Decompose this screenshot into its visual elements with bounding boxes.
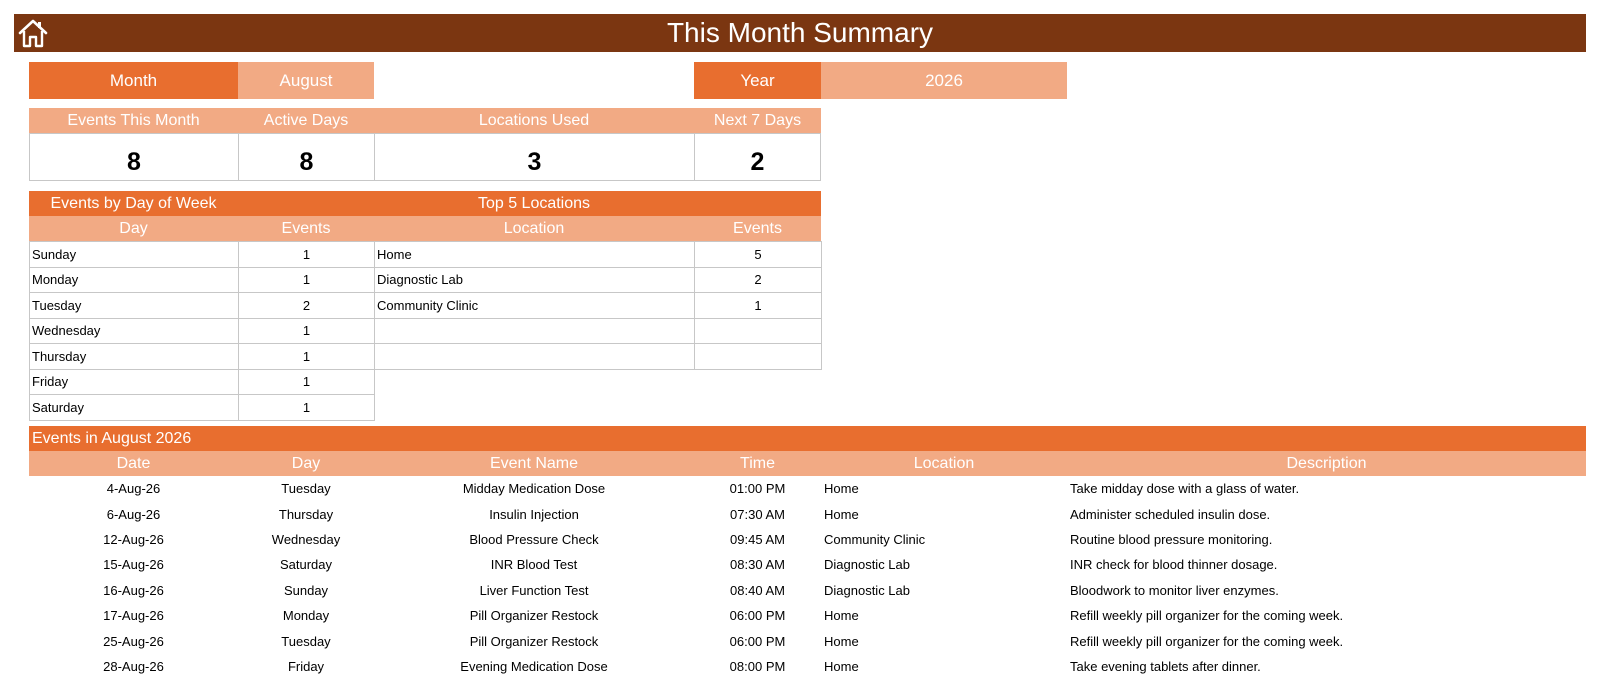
col-header-location-events: Events bbox=[694, 216, 821, 241]
year-label: Year bbox=[694, 62, 821, 99]
table-row bbox=[30, 242, 375, 268]
day-events-cell: 1 bbox=[239, 318, 375, 344]
col-header-date: Date bbox=[29, 451, 238, 476]
col-header-event-name: Event Name bbox=[374, 451, 694, 476]
table-row bbox=[375, 318, 822, 344]
table-row bbox=[29, 501, 1586, 526]
day-events-cell: 1 bbox=[239, 369, 375, 395]
table-row bbox=[375, 293, 822, 319]
col-header-day: Day bbox=[29, 216, 238, 241]
event-time: 09:45 AM bbox=[730, 531, 785, 547]
event-day: Tuesday bbox=[281, 481, 331, 497]
page-title: This Month Summary bbox=[666, 17, 934, 48]
event-time: 06:00 PM bbox=[729, 608, 786, 624]
event-day: Saturday bbox=[279, 557, 333, 573]
event-description: INR check for blood thinner dosage. bbox=[1070, 557, 1278, 573]
event-day: Monday bbox=[282, 608, 330, 624]
event-time: 08:30 AM bbox=[730, 557, 785, 573]
location-events-cell bbox=[695, 344, 822, 370]
event-date: 6-Aug-26 bbox=[106, 506, 161, 522]
event-name: Insulin Injection bbox=[489, 506, 579, 522]
table-row bbox=[29, 628, 1586, 653]
location-cell bbox=[375, 318, 695, 344]
event-day: Sunday bbox=[283, 582, 329, 598]
location-events-cell bbox=[695, 318, 822, 344]
table-row bbox=[30, 293, 375, 319]
events-by-day-title: Events by Day of Week bbox=[50, 195, 217, 212]
event-name: Evening Medication Dose bbox=[460, 658, 608, 674]
event-day: Wednesday bbox=[271, 531, 341, 547]
day-events-cell: 1 bbox=[239, 267, 375, 293]
location-events-cell: 5 bbox=[695, 242, 822, 268]
kpi-active-days-value: 8 bbox=[238, 133, 375, 181]
month-label: Month bbox=[29, 62, 238, 99]
event-name: INR Blood Test bbox=[490, 557, 578, 573]
col-header-time: Time bbox=[694, 451, 821, 476]
location-cell bbox=[375, 344, 695, 370]
table-row bbox=[30, 344, 375, 370]
event-date: 28-Aug-26 bbox=[103, 658, 164, 674]
day-cell: Tuesday bbox=[30, 293, 239, 319]
event-time: 06:00 PM bbox=[729, 633, 786, 649]
table-row bbox=[29, 476, 1586, 501]
event-description: Take evening tablets after dinner. bbox=[1070, 658, 1261, 674]
year-selector[interactable]: 2026 bbox=[821, 62, 1067, 99]
day-events-cell: 1 bbox=[239, 395, 375, 421]
table-row bbox=[29, 552, 1586, 577]
kpi-next-7-days-value: 2 bbox=[694, 133, 821, 181]
kpi-next-7-days-label: Next 7 Days bbox=[694, 108, 821, 133]
col-header-event-day: Day bbox=[238, 451, 374, 476]
title-bar bbox=[14, 14, 1586, 52]
top-locations-table bbox=[374, 241, 822, 370]
table-row bbox=[375, 242, 822, 268]
event-description: Routine blood pressure monitoring. bbox=[1070, 531, 1273, 547]
kpi-events-this-month-value: 8 bbox=[29, 133, 239, 181]
col-header-day-events: Events bbox=[238, 216, 374, 241]
event-name: Blood Pressure Check bbox=[469, 531, 599, 547]
event-name: Pill Organizer Restock bbox=[469, 608, 599, 624]
event-time: 01:00 PM bbox=[729, 481, 786, 497]
kpi-active-days-label: Active Days bbox=[238, 108, 374, 133]
events-by-day-table bbox=[29, 241, 375, 421]
event-location: Home bbox=[824, 506, 859, 522]
event-name: Midday Medication Dose bbox=[462, 481, 606, 497]
events-list-title: Events in August 2026 bbox=[29, 426, 1586, 451]
event-time: 08:40 AM bbox=[730, 582, 785, 598]
location-cell: Home bbox=[375, 242, 695, 268]
table-row bbox=[30, 369, 375, 395]
event-time: 08:00 PM bbox=[729, 658, 786, 674]
table-row bbox=[375, 344, 822, 370]
event-location: Home bbox=[824, 658, 859, 674]
event-name: Liver Function Test bbox=[479, 582, 589, 598]
event-description: Refill weekly pill organizer for the coming week. bbox=[1070, 633, 1344, 649]
day-cell: Monday bbox=[30, 267, 239, 293]
event-date: 16-Aug-26 bbox=[103, 582, 164, 598]
event-date: 4-Aug-26 bbox=[106, 481, 161, 497]
event-location: Community Clinic bbox=[824, 531, 926, 547]
table-row bbox=[29, 603, 1586, 628]
event-description: Administer scheduled insulin dose. bbox=[1070, 506, 1271, 522]
event-name: Pill Organizer Restock bbox=[469, 633, 599, 649]
col-header-description: Description bbox=[1067, 451, 1586, 476]
day-events-cell: 1 bbox=[239, 344, 375, 370]
day-events-cell: 1 bbox=[239, 242, 375, 268]
kpi-locations-used-value: 3 bbox=[374, 133, 695, 181]
event-day: Tuesday bbox=[281, 633, 331, 649]
day-events-cell: 2 bbox=[239, 293, 375, 319]
month-selector[interactable]: August bbox=[238, 62, 374, 99]
location-events-cell: 1 bbox=[695, 293, 822, 319]
top-locations-title: Top 5 Locations bbox=[477, 195, 591, 212]
day-cell: Saturday bbox=[30, 395, 239, 421]
event-location: Home bbox=[824, 608, 859, 624]
events-table bbox=[29, 476, 1586, 679]
col-header-event-location: Location bbox=[821, 451, 1067, 476]
table-row bbox=[29, 527, 1586, 552]
table-row bbox=[30, 318, 375, 344]
location-cell: Diagnostic Lab bbox=[375, 267, 695, 293]
col-header-location: Location bbox=[374, 216, 694, 241]
event-day: Thursday bbox=[278, 506, 334, 522]
day-cell: Sunday bbox=[30, 242, 239, 268]
table-row bbox=[29, 578, 1586, 603]
event-time: 07:30 AM bbox=[730, 506, 785, 522]
day-cell: Wednesday bbox=[30, 318, 239, 344]
table-row bbox=[30, 267, 375, 293]
event-date: 12-Aug-26 bbox=[103, 531, 164, 547]
event-description: Refill weekly pill organizer for the coming week. bbox=[1070, 608, 1344, 624]
event-date: 15-Aug-26 bbox=[103, 557, 164, 573]
event-location: Diagnostic Lab bbox=[824, 557, 910, 573]
kpi-locations-used-label: Locations Used bbox=[374, 108, 694, 133]
kpi-events-this-month-label: Events This Month bbox=[29, 108, 238, 133]
table-row bbox=[29, 654, 1586, 679]
location-events-cell: 2 bbox=[695, 267, 822, 293]
event-day: Friday bbox=[287, 658, 325, 674]
event-location: Home bbox=[824, 481, 859, 497]
day-cell: Friday bbox=[30, 369, 239, 395]
event-description: Bloodwork to monitor liver enzymes. bbox=[1070, 582, 1279, 598]
table-row bbox=[30, 395, 375, 421]
table-row bbox=[375, 267, 822, 293]
day-cell: Thursday bbox=[30, 344, 239, 370]
event-date: 17-Aug-26 bbox=[103, 608, 164, 624]
event-location: Home bbox=[824, 633, 859, 649]
event-description: Take midday dose with a glass of water. bbox=[1070, 481, 1300, 497]
event-date: 25-Aug-26 bbox=[103, 633, 164, 649]
location-cell: Community Clinic bbox=[375, 293, 695, 319]
event-location: Diagnostic Lab bbox=[824, 582, 910, 598]
